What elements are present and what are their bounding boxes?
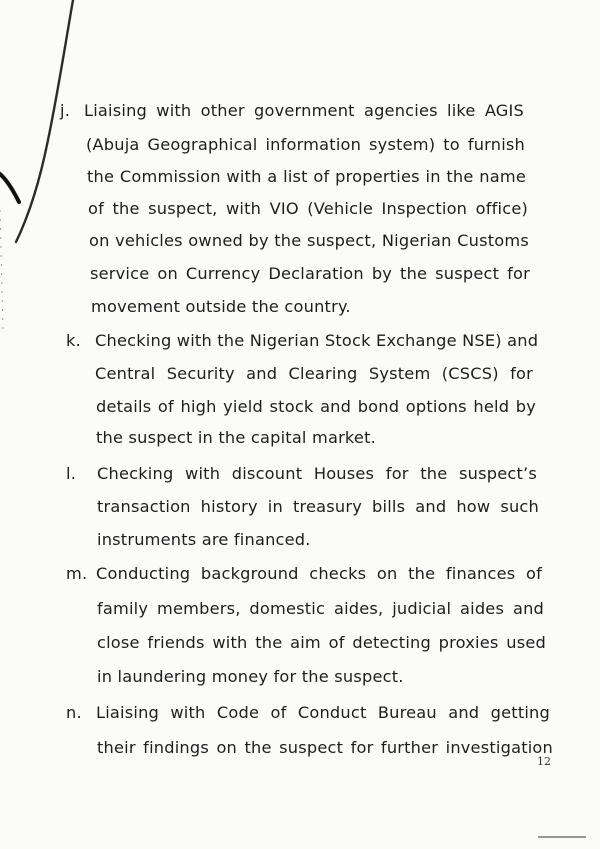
line-j-7 bbox=[0, 290, 600, 324]
line-j-2 bbox=[0, 128, 600, 162]
item-marker-l: l. bbox=[66, 464, 77, 483]
item-l-line-2: transaction history in treasury bills and how such bbox=[97, 497, 539, 516]
item-j-line-5: on vehicles owned by the suspect, Nigerian Customs bbox=[89, 231, 529, 250]
item-k-line-3: details of high yield stock and bond options held by bbox=[96, 397, 536, 416]
item-j-line-3: the Commission with a list of properties in the name bbox=[87, 167, 526, 186]
item-j-line-1: Liaising with other government agencies like AGIS bbox=[84, 101, 524, 120]
item-marker-j: j. bbox=[60, 101, 71, 120]
line-m-1 bbox=[0, 557, 600, 591]
line-j-3 bbox=[0, 160, 600, 194]
item-j-line-2: (Abuja Geographical information system) to furnish bbox=[86, 135, 525, 154]
line-k-1 bbox=[0, 324, 600, 358]
line-n-1 bbox=[0, 696, 600, 730]
item-m-line-1: Conducting background checks on the finances of bbox=[96, 564, 542, 583]
scan-edge-mark bbox=[538, 836, 586, 838]
item-n-line-1: Liaising with Code of Conduct Bureau and getting bbox=[96, 703, 550, 722]
line-j-1 bbox=[0, 94, 600, 128]
line-m-2 bbox=[0, 592, 600, 626]
item-l-line-3: instruments are financed. bbox=[97, 530, 311, 549]
line-k-3 bbox=[0, 390, 600, 424]
item-marker-m: m. bbox=[66, 564, 88, 583]
line-l-2 bbox=[0, 490, 600, 524]
item-marker-n: n. bbox=[66, 703, 82, 722]
line-l-3 bbox=[0, 523, 600, 557]
line-l-1 bbox=[0, 457, 600, 491]
line-k-4 bbox=[0, 421, 600, 455]
item-m-line-4: in laundering money for the suspect. bbox=[97, 667, 404, 686]
item-l-line-1: Checking with discount Houses for the suspect’s bbox=[97, 464, 537, 483]
item-k-line-2: Central Security and Clearing System (CSCS) for bbox=[95, 364, 533, 383]
item-k-line-1: Checking with the Nigerian Stock Exchange NSE) and bbox=[95, 331, 539, 350]
line-j-5 bbox=[0, 224, 600, 258]
line-k-2 bbox=[0, 357, 600, 391]
item-j-line-4: of the suspect, with VIO (Vehicle Inspection office) bbox=[88, 199, 528, 218]
line-j-6 bbox=[0, 257, 600, 291]
item-m-line-2: family members, domestic aides, judicial aides and bbox=[97, 599, 544, 618]
item-marker-k: k. bbox=[66, 331, 81, 350]
item-j-line-7: movement outside the country. bbox=[91, 297, 351, 316]
line-m-4 bbox=[0, 660, 600, 694]
item-m-line-3: close friends with the aim of detecting proxies used bbox=[97, 633, 546, 652]
item-j-line-6: service on Currency Declaration by the suspect for bbox=[90, 264, 530, 283]
line-j-4 bbox=[0, 192, 600, 226]
line-n-2 bbox=[0, 731, 600, 765]
item-k-line-4: the suspect in the capital market. bbox=[96, 428, 376, 447]
page-number: 12 bbox=[537, 755, 551, 768]
line-m-3 bbox=[0, 626, 600, 660]
item-n-line-2: their findings on the suspect for further investigation bbox=[97, 738, 553, 757]
